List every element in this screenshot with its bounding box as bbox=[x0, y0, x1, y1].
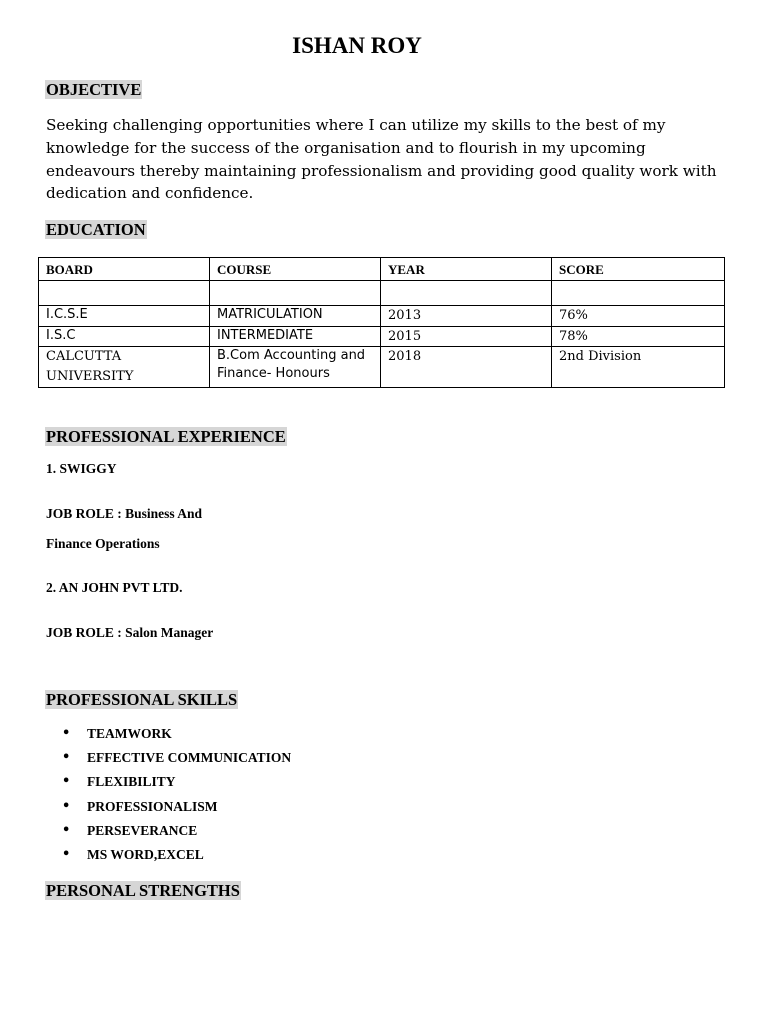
empty-cell bbox=[381, 281, 552, 306]
list-item bbox=[46, 771, 291, 795]
experience-role: JOB ROLE : Business And bbox=[46, 506, 203, 521]
skill-label: PERSEVERANCE bbox=[87, 822, 198, 838]
experience-role-continued: Finance Operations bbox=[46, 536, 160, 551]
year-cell: 2018 bbox=[381, 347, 552, 388]
bullet-icon: • bbox=[62, 798, 71, 814]
bullet-icon: • bbox=[62, 846, 71, 862]
board-cell: I.C.S.E bbox=[39, 306, 210, 327]
experience-company: 1. SWIGGY bbox=[46, 461, 117, 476]
objective-heading: OBJECTIVE bbox=[46, 80, 142, 99]
column-header-score: SCORE bbox=[552, 258, 725, 281]
bullet-icon: • bbox=[62, 726, 71, 741]
bullet-icon: • bbox=[62, 774, 71, 790]
list-item bbox=[46, 796, 291, 820]
skill-label: TEAMWORK bbox=[87, 726, 172, 741]
board-cell: I.S.C bbox=[39, 327, 210, 347]
column-header-course: COURSE bbox=[210, 258, 381, 281]
bullet-icon: • bbox=[62, 822, 71, 838]
board-cell: CALCUTTA UNIVERSITY bbox=[39, 347, 210, 388]
table-row bbox=[39, 306, 725, 327]
skill-label: EFFECTIVE COMMUNICATION bbox=[87, 750, 292, 766]
list-item bbox=[46, 747, 291, 771]
skills-heading: PROFESSIONAL SKILLS bbox=[46, 690, 238, 709]
skills-list bbox=[46, 723, 291, 868]
list-item bbox=[46, 723, 291, 747]
skill-label: MS WORD,EXCEL bbox=[87, 846, 204, 862]
skill-label: FLEXIBILITY bbox=[87, 774, 176, 790]
score-cell: 76% bbox=[552, 306, 725, 327]
empty-cell bbox=[552, 281, 725, 306]
education-table bbox=[38, 257, 725, 388]
column-header-board: BOARD bbox=[39, 258, 210, 281]
course-cell: INTERMEDIATE bbox=[210, 327, 381, 347]
objective-text: Seeking challenging opportunities where I can utilize my skills to the best of my knowledge for the success of the organisation and to flourish in my upcoming endeavours thereby maintaining professionalism and providing good quality work with dedication and confidence. bbox=[46, 116, 717, 203]
column-header-year: YEAR bbox=[381, 258, 552, 281]
score-cell: 78% bbox=[552, 327, 725, 347]
course-cell: B.Com Accounting and Finance- Honours bbox=[210, 347, 381, 388]
table-row bbox=[39, 347, 725, 388]
list-item bbox=[46, 820, 291, 844]
list-item bbox=[46, 844, 291, 868]
year-cell: 2015 bbox=[381, 327, 552, 347]
skill-label: PROFESSIONALISM bbox=[87, 798, 218, 814]
table-empty-row bbox=[39, 281, 725, 306]
score-cell: 2nd Division bbox=[552, 347, 725, 388]
course-cell: MATRICULATION bbox=[210, 306, 381, 327]
year-cell: 2013 bbox=[381, 306, 552, 327]
empty-cell bbox=[210, 281, 381, 306]
bullet-icon: • bbox=[62, 750, 71, 766]
education-heading: EDUCATION bbox=[46, 220, 146, 239]
empty-cell bbox=[39, 281, 210, 306]
candidate-name: ISHAN ROY bbox=[292, 33, 422, 58]
table-header-row bbox=[39, 258, 725, 281]
experience-company: 2. AN JOHN PVT LTD. bbox=[46, 580, 183, 595]
experience-role: JOB ROLE : Salon Manager bbox=[46, 625, 214, 640]
experience-heading: PROFESSIONAL EXPERIENCE bbox=[46, 427, 286, 446]
strengths-heading: PERSONAL STRENGTHS bbox=[46, 881, 240, 900]
table-row bbox=[39, 327, 725, 347]
